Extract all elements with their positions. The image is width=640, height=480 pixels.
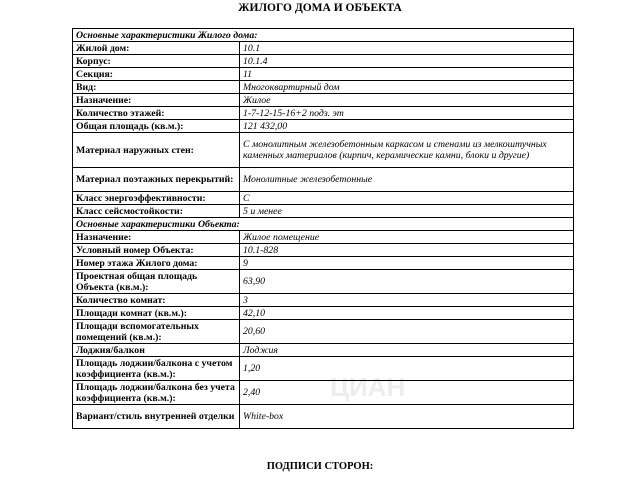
- table-row: [73, 294, 574, 307]
- row-label: Вариант/стиль внутренней отделки: [73, 405, 240, 429]
- row-value: White-box: [240, 405, 574, 429]
- row-value: Многоквартирный дом: [240, 81, 574, 94]
- table-row: [73, 42, 574, 55]
- table-row: [73, 68, 574, 81]
- table-row: [73, 381, 574, 405]
- row-label: Количество этажей:: [73, 107, 240, 120]
- row-label: Номер этажа Жилого дома:: [73, 257, 240, 270]
- row-label: Общая площадь (кв.м.):: [73, 120, 240, 133]
- row-label: Площадь лоджии/балкона с учетом коэффициента (кв.м.):: [73, 357, 240, 381]
- row-value: 1,20: [240, 357, 574, 381]
- table-row: [73, 270, 574, 294]
- row-value: С: [240, 192, 574, 205]
- row-value: 2,40: [240, 381, 574, 405]
- row-label: Лоджия/балкон: [73, 344, 240, 357]
- row-label: Количество комнат:: [73, 294, 240, 307]
- row-value: Жилое: [240, 94, 574, 107]
- row-value: 9: [240, 257, 574, 270]
- table-row: [73, 257, 574, 270]
- table-row: [73, 244, 574, 257]
- row-label: Жилой дом:: [73, 42, 240, 55]
- characteristics-table: [72, 28, 574, 429]
- object-section-heading: Основные характеристики Объекта:: [73, 218, 574, 231]
- table-row: [73, 81, 574, 94]
- row-label: Площади вспомогательных помещений (кв.м.):: [73, 320, 240, 344]
- row-label: Секция:: [73, 68, 240, 81]
- table-row: [73, 168, 574, 192]
- row-label: Назначение:: [73, 231, 240, 244]
- signatures-heading: ПОДПИСИ СТОРОН:: [266, 461, 374, 472]
- row-value: 10.1-828: [240, 244, 574, 257]
- row-value: Лоджия: [240, 344, 574, 357]
- row-value: 63,90: [240, 270, 574, 294]
- row-value: 10.1: [240, 42, 574, 55]
- row-value: 42,10: [240, 307, 574, 320]
- row-value: 20,60: [240, 320, 574, 344]
- row-label: Назначение:: [73, 94, 240, 107]
- table-row: [73, 133, 574, 168]
- table-row: [73, 94, 574, 107]
- row-value: 10.1.4: [240, 55, 574, 68]
- table-row: [73, 307, 574, 320]
- table-row: [73, 357, 574, 381]
- row-label: Корпус:: [73, 55, 240, 68]
- row-value: 5 и менее: [240, 205, 574, 218]
- table-row: [73, 107, 574, 120]
- row-label: Материал наружных стен:: [73, 133, 240, 168]
- table-row: [73, 320, 574, 344]
- row-label: Проектная общая площадь Объекта (кв.м.):: [73, 270, 240, 294]
- row-value: Жилое помещение: [240, 231, 574, 244]
- row-value: 3: [240, 294, 574, 307]
- table-row: [73, 205, 574, 218]
- table-row: [73, 344, 574, 357]
- document-title: ЖИЛОГО ДОМА И ОБЪЕКТА: [238, 2, 402, 14]
- section-header-row: [73, 29, 574, 42]
- row-label: Условный номер Объекта:: [73, 244, 240, 257]
- row-value: Монолитные железобетонные: [240, 168, 574, 192]
- section-header-row: [73, 218, 574, 231]
- table-row: [73, 192, 574, 205]
- row-label: Класс сейсмостойкости:: [73, 205, 240, 218]
- row-label: Класс энергоэффективности:: [73, 192, 240, 205]
- row-value: 11: [240, 68, 574, 81]
- watermark: ЦИАН: [330, 372, 406, 402]
- building-section-heading: Основные характеристики Жилого дома:: [73, 29, 574, 42]
- row-value: 121 432,00: [240, 120, 574, 133]
- row-value: 1-7-12-15-16+2 подз. эт: [240, 107, 574, 120]
- table-row: [73, 55, 574, 68]
- row-label: Материал поэтажных перекрытий:: [73, 168, 240, 192]
- table-row: [73, 405, 574, 429]
- row-label: Площадь лоджии/балкона без учета коэффициента (кв.м.):: [73, 381, 240, 405]
- row-label: Площади комнат (кв.м.):: [73, 307, 240, 320]
- row-label: Вид:: [73, 81, 240, 94]
- table-row: [73, 120, 574, 133]
- table-row: [73, 231, 574, 244]
- row-value: С монолитным железобетонным каркасом и стенами из мелкоштучных каменных материалов (кирпич, керамические камни, блоки и другие): [240, 133, 574, 168]
